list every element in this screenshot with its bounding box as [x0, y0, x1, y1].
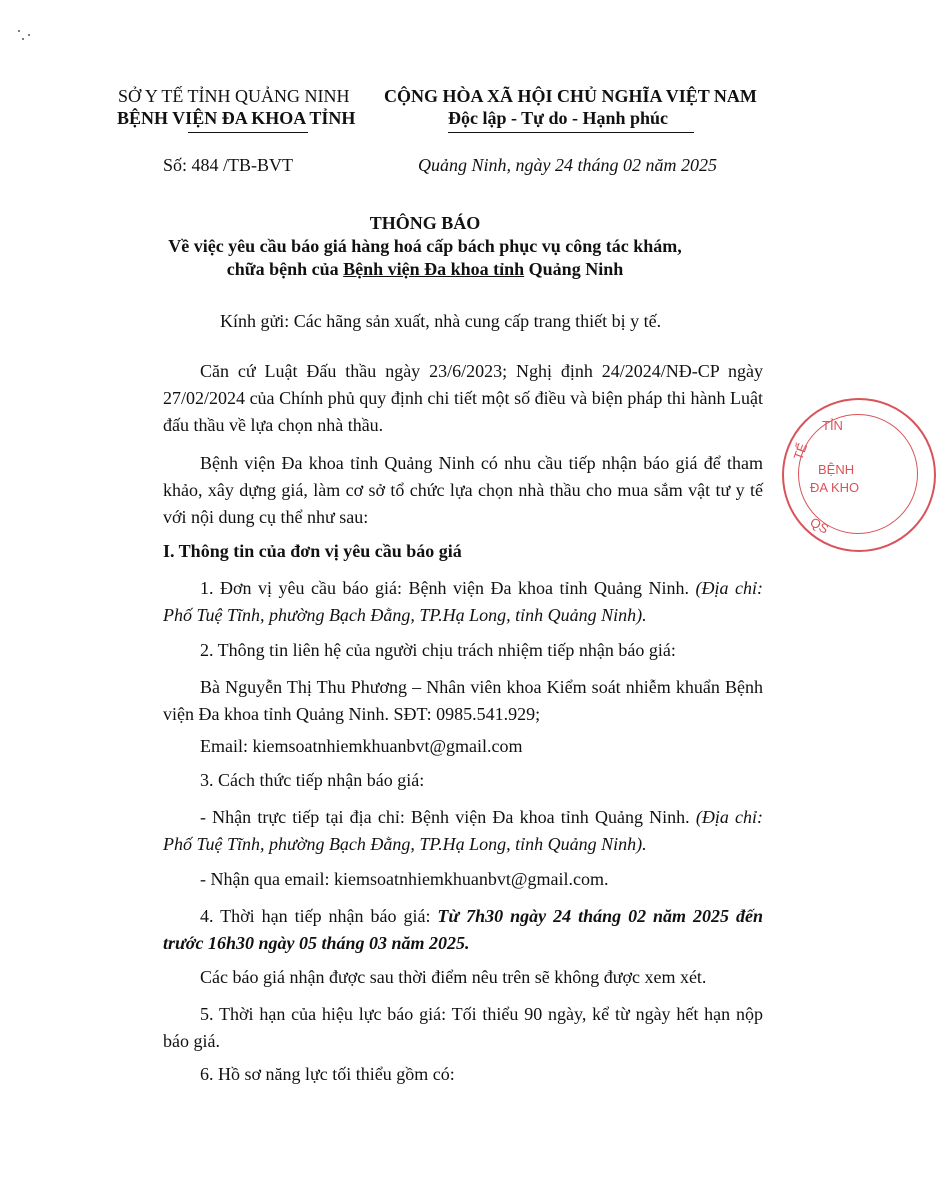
item-1-address: (Địa chỉ: Phố Tuệ Tĩnh, phường Bạch Đằng, TP.Hạ Long, tỉnh Quảng Ninh). [163, 578, 764, 625]
header-hospital: BỆNH VIỆN ĐA KHOA TỈNH [117, 108, 356, 128]
doc-subtitle-2-underlined: Bệnh viện Đa khoa tỉnh [343, 259, 525, 279]
item-1-text: 1. Đơn vị yêu cầu báo giá: Bệnh viện Đa khoa tỉnh Quảng Ninh. [200, 578, 696, 598]
paragraph-legal-basis: Căn cứ Luật Đấu thầu ngày 23/6/2023; Nghị định 24/2024/NĐ-CP ngày 27/02/2024 của Chính phủ quy định chi tiết một số điều và biện pháp thi hành Luật đấu thầu về lựa chọn nhà thầu. [163, 361, 763, 435]
doc-number: Số: 484 /TB-BVT [163, 155, 294, 175]
section-1-heading: I. Thông tin của đơn vị yêu cầu báo giá [163, 541, 462, 561]
doc-subtitle-2-pre: chữa bệnh của [226, 259, 344, 279]
doc-place-date: Quảng Ninh, ngày 24 tháng 02 năm 2025 [418, 155, 717, 175]
stamp-mid-text-2: ĐA KHO [810, 480, 860, 495]
stamp-mid-text-1: BỆNH [818, 462, 855, 477]
doc-title: THÔNG BÁO [369, 213, 481, 233]
item-4-deadline: Từ 7h30 ngày 24 tháng 02 năm 2025 đến trước 16h30 ngày 05 tháng 03 năm 2025. [163, 906, 763, 953]
stamp-top-text: TỈN [822, 418, 843, 433]
contact-person: Bà Nguyễn Thị Thu Phương – Nhân viên khoa Kiểm soát nhiễm khuẩn Bệnh viện Đa khoa tỉnh Quảng Ninh. SĐT: 0985.541.929; [163, 677, 763, 724]
official-stamp [782, 398, 936, 552]
item-3: 3. Cách thức tiếp nhận báo giá: [200, 770, 425, 790]
receive-direct [163, 804, 763, 858]
header-hospital-underline [188, 132, 308, 133]
item-5: 5. Thời hạn của hiệu lực báo giá: Tối thiểu 90 ngày, kể từ ngày hết hạn nộp báo giá. [163, 1004, 763, 1051]
late-note: Các báo giá nhận được sau thời điểm nêu trên sẽ không được xem xét. [200, 967, 707, 987]
header-motto-underline [448, 132, 694, 133]
item-4-text: 4. Thời hạn tiếp nhận báo giá: [200, 906, 438, 926]
item-2: 2. Thông tin liên hệ của người chịu trách nhiệm tiếp nhận báo giá: [200, 640, 676, 660]
paragraph-purpose: Bệnh viện Đa khoa tỉnh Quảng Ninh có nhu cầu tiếp nhận báo giá để tham khảo, xây dựng giá, làm cơ sở tổ chức lựa chọn nhà thầu cho mua sắm vật tư y tế với nội dung cụ thể như sau: [163, 453, 763, 527]
doc-subtitle-2-post: Quảng Ninh [524, 259, 624, 279]
doc-subtitle-2 [0, 259, 850, 280]
stamp-bottom-text: QS [807, 514, 832, 537]
item-4 [163, 903, 763, 957]
recipient-line: Kính gửi: Các hãng sản xuất, nhà cung cấp trang thiết bị y tế. [220, 311, 662, 331]
stamp-side-text: TẾ [790, 441, 811, 462]
contact-email: Email: kiemsoatnhiemkhuanbvt@gmail.com [200, 736, 523, 756]
receive-email: - Nhận qua email: kiemsoatnhiemkhuanbvt@gmail.com. [200, 869, 609, 889]
header-dept: SỞ Y TẾ TỈNH QUẢNG NINH [118, 86, 350, 106]
item-1 [163, 575, 763, 629]
doc-subtitle-1: Về việc yêu cầu báo giá hàng hoá cấp bách phục vụ công tác khám, [168, 236, 682, 256]
header-nation: CỘNG HÒA XÃ HỘI CHỦ NGHĨA VIỆT NAM [384, 86, 757, 106]
item-6: 6. Hồ sơ năng lực tối thiểu gồm có: [200, 1064, 455, 1084]
receive-direct-text: - Nhận trực tiếp tại địa chỉ: Bệnh viện Đa khoa tỉnh Quảng Ninh. [200, 807, 696, 827]
header-motto: Độc lập - Tự do - Hạnh phúc [448, 108, 669, 128]
receive-direct-address: (Địa chỉ: Phố Tuệ Tĩnh, phường Bạch Đằng, TP.Hạ Long, tỉnh Quảng Ninh). [163, 807, 763, 854]
